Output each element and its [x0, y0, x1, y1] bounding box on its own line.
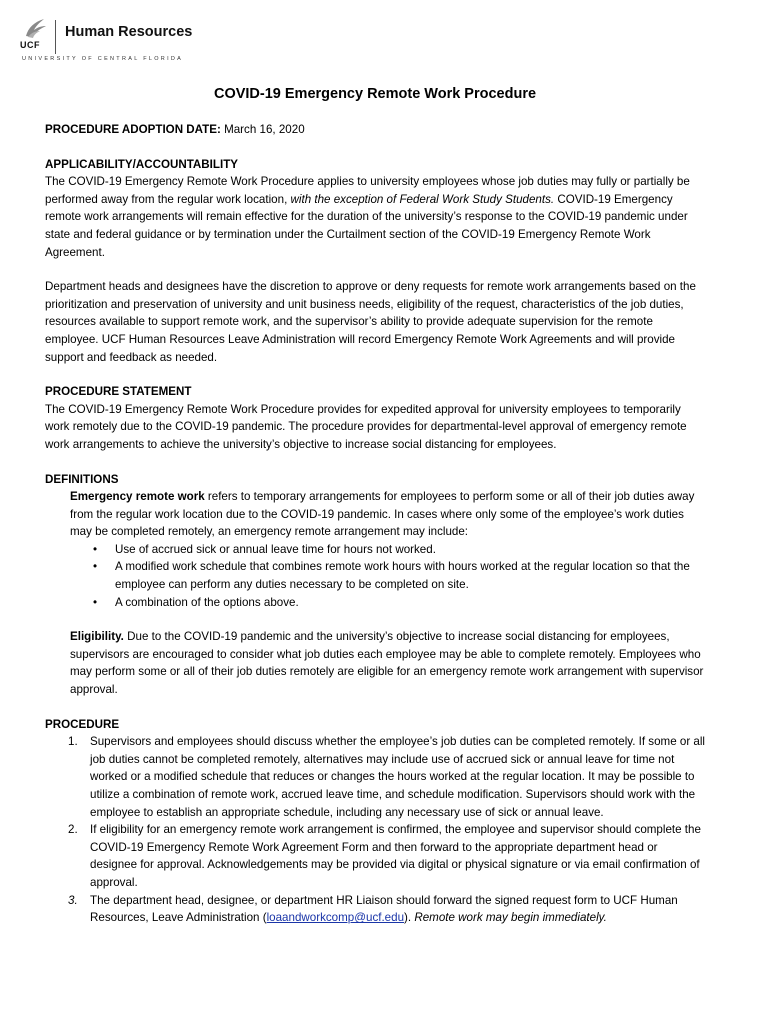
- definitions-heading: DEFINITIONS: [45, 472, 119, 486]
- step-text: Supervisors and employees should discuss whether the employee’s job duties can be completed remotely. If some or all job duties cannot be completed remotely, alternatives may include use of accrued sick or annual leave for time not worked or a modified schedule that reduces or changes the hours worked at the regular location. It may be possible to utilize a combination of remote work, accrued leave time, and schedule modification. Supervisors should work with the employee to establish an appropriate schedule, including any necessary use of sick or annual leave.: [90, 735, 706, 819]
- definition-term: Eligibility.: [70, 630, 124, 644]
- step-number: 1.: [68, 735, 78, 749]
- procedure-heading: PROCEDURE: [45, 717, 120, 731]
- adoption-value: March 16, 2020: [224, 123, 305, 136]
- procedure-step: [68, 733, 706, 821]
- adoption-date: [45, 121, 705, 139]
- procedure-steps: [45, 733, 705, 927]
- step-number: 3.: [68, 893, 78, 907]
- procedure-step: [68, 892, 705, 927]
- university-name: UNIVERSITY OF CENTRAL FLORIDA: [22, 56, 184, 62]
- applicability-exception: with the exception of Federal Work Study Students.: [290, 192, 555, 206]
- procedure-step: [68, 821, 705, 891]
- applicability-paragraph-1: [45, 173, 705, 261]
- logo-divider: [55, 20, 56, 54]
- department-name: Human Resources: [65, 24, 193, 40]
- applicability-paragraph-2: Department heads and designees have the discretion to approve or deny requests for remote work arrangements based on the prioritization and preservation of university and unit business needs, eligibility of the request, characteristics of the job duties, resources available to support remote work, and the supervisor’s ability to provide adequate supervision for the remote employee. UCF Human Resources Leave Administration will record Emergency Remote Work Agreements and will provide support and feedback as needed.: [45, 280, 696, 364]
- ucf-wordmark: UCF: [20, 40, 40, 50]
- definition-text: Due to the COVID-19 pandemic and the university’s objective to increase social distancing for employees, supervisors are encouraged to consider what job duties each employee may be able to complete remotely. Employees who may perform some or all of their job duties remotely are eligible for an emergency remote work arrangement with supervisor approval.: [70, 630, 704, 697]
- applicability-text-b: COVID-19 Emergency remote work arrangements will remain effective for the duration of the university’s response to the COVID-19 pandemic under state and federal guidance or by termination under the Curtailment section of the COVID-19 Emergency Remote Work Agreement.: [45, 192, 688, 259]
- statement-heading: PROCEDURE STATEMENT: [45, 385, 192, 399]
- leave-admin-email-link[interactable]: loaandworkcomp@ucf.edu: [266, 911, 405, 925]
- step-text-end: ).: [404, 911, 412, 925]
- step-number: 2.: [68, 823, 78, 837]
- definition-emergency-remote-work: [45, 488, 705, 541]
- definition-options-list: [45, 541, 705, 611]
- list-item: • A combination of the options above.: [115, 594, 705, 612]
- pegasus-icon: [22, 16, 48, 40]
- step-text: The department head, designee, or department HR Liaison should forward the signed request form to UCF Human Resources, Leave Administration (: [90, 893, 678, 925]
- applicability-text-a: The COVID-19 Emergency Remote Work Procedure applies to university employees whose job duties may fully or partially be performed away from the regular work location,: [45, 175, 690, 206]
- applicability-heading: APPLICABILITY/ACCOUNTABILITY: [45, 157, 239, 171]
- step-italic-note: Remote work may begin immediately.: [414, 911, 607, 925]
- definition-eligibility: [45, 628, 705, 698]
- definition-text: refers to temporary arrangements for employees to perform some or all of their job duties away from the regular work location due to the COVID-19 pandemic. In cases where only some of the employee’s work duties may be completed remotely, an emergency remote arrangement may include:: [70, 490, 695, 539]
- definition-term: Emergency remote work: [70, 490, 205, 504]
- ucf-hr-logo: [18, 14, 218, 66]
- list-item: • Use of accrued sick or annual leave time for hours not worked.: [115, 541, 705, 559]
- document-body: [45, 84, 705, 927]
- list-item: • A modified work schedule that combines remote work hours with hours worked at the regular location so that the employee can perform any duties necessary to be completed on site.: [115, 558, 705, 593]
- adoption-label: PROCEDURE ADOPTION DATE:: [45, 123, 221, 136]
- step-text: If eligibility for an emergency remote work arrangement is confirmed, the employee and supervisor should complete the COVID-19 Emergency Remote Work Agreement Form and then forward to the appropriate department head or designee for approval. Acknowledgements may be provided via digital or physical signature or via email confirmation of approval.: [90, 823, 701, 889]
- statement-paragraph: The COVID-19 Emergency Remote Work Procedure provides for expedited approval for university employees to temporarily work remotely due to the COVID-19 pandemic. The procedure provides for departmental-level approval of emergency remote work arrangements to achieve the university’s objective to increase social distancing for employees.: [45, 402, 687, 451]
- page-title: COVID-19 Emergency Remote Work Procedure: [213, 86, 537, 102]
